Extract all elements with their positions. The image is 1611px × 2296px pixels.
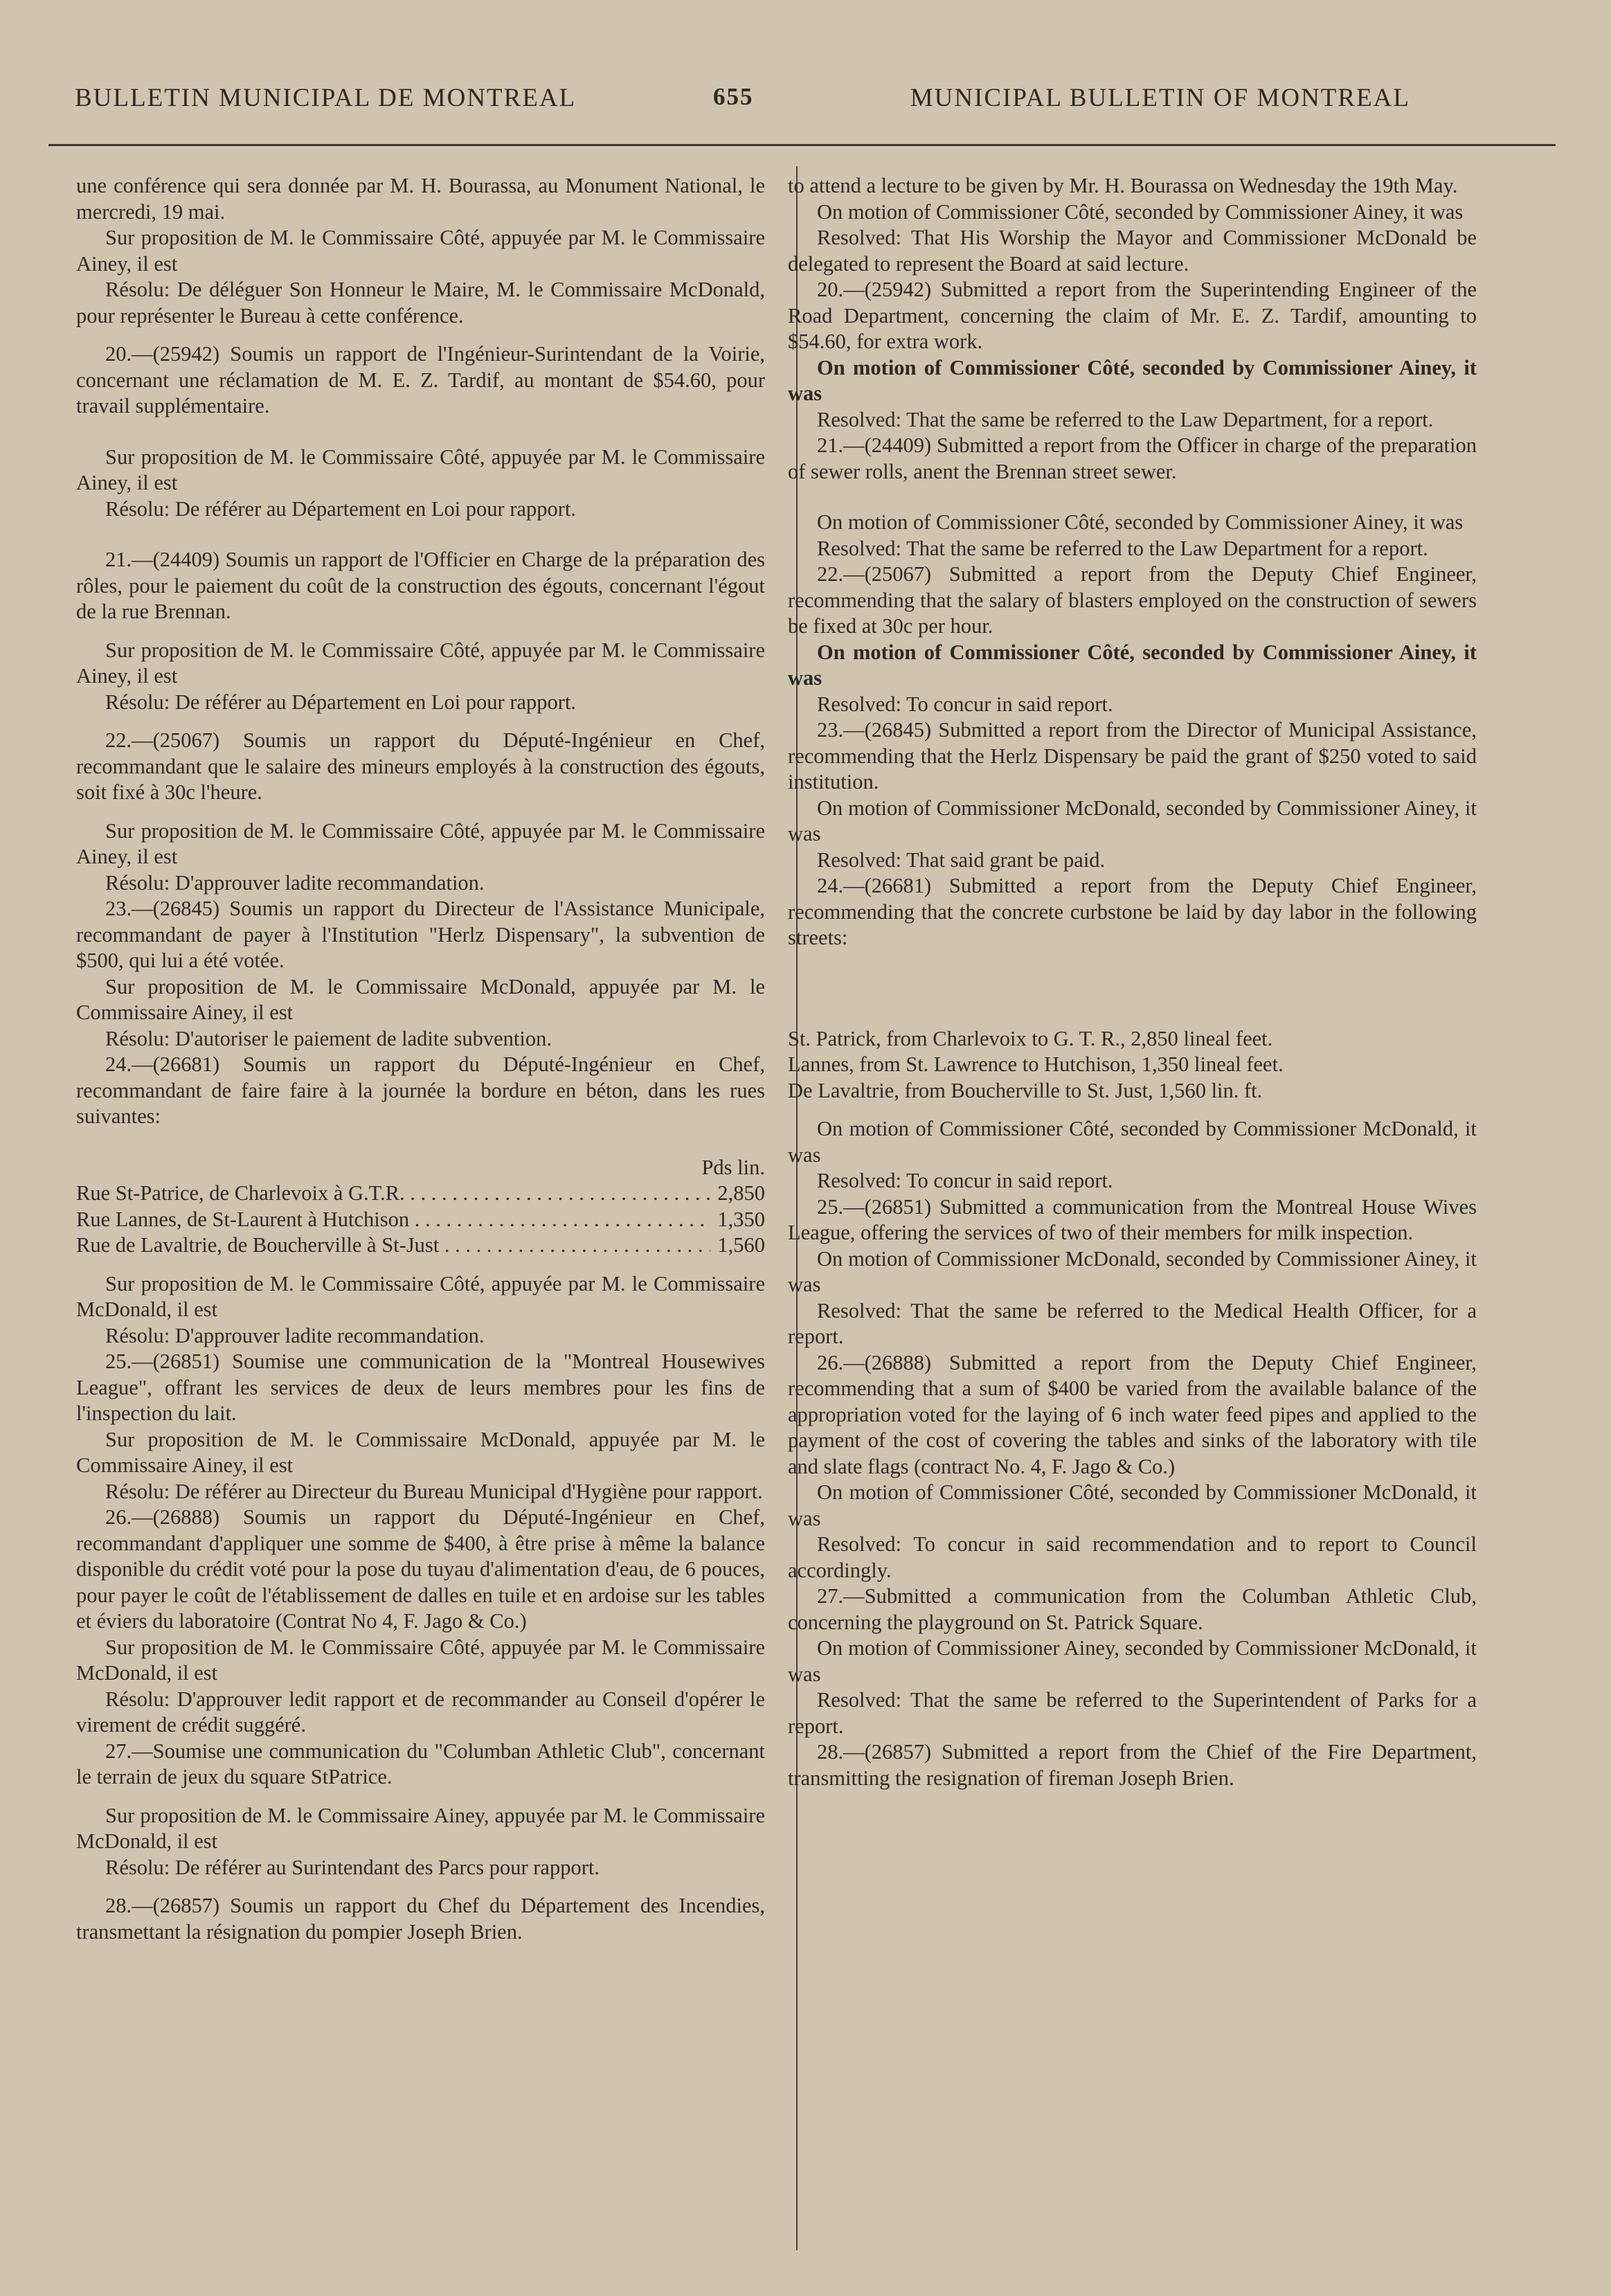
en-resolution: Resolved: That the same be referred to the Superintendent of Parks for a report. xyxy=(788,1688,1477,1738)
fr-resolution: Résolu: D'approuver ladite recommandation. xyxy=(105,1323,485,1347)
street-length: 2,850 xyxy=(717,1181,765,1205)
en-resolution: Resolved: That the same be referred to the Medical Health Officer, for a report. xyxy=(788,1298,1477,1348)
fr-paragraph: une conférence qui sera donnée par M. H. Bourassa, au Monument National, le mercredi, 19 mai. xyxy=(76,174,765,224)
fr-motion: Sur proposition de M. le Commissaire Côté, appuyée par M. le Commissaire McDonald, il est xyxy=(76,1271,765,1321)
en-item-28: 28.—(26857) Submitted a report from the Chief of the Fire Department, transmitting the resignation of fireman Joseph Brien. xyxy=(788,1740,1477,1790)
fr-motion: Sur proposition de M. le Commissaire Côté, appuyée par M. le Commissaire Ainey, il est xyxy=(76,818,765,868)
en-motion: On motion of Commissioner Ainey, seconded by Commissioner McDonald, it was xyxy=(788,1636,1477,1686)
en-motion: On motion of Commissioner McDonald, seconded by Commissioner Ainey, it was xyxy=(788,796,1477,845)
fr-resolution: Résolu: De déléguer Son Honneur le Maire, M. le Commissaire McDonald, pour représenter le Bureau à cette conférence. xyxy=(76,278,765,328)
en-item-25: 25.—(26851) Submitted a communication from the Montreal House Wives League, offering the services of two of their members for milk inspection. xyxy=(788,1194,1477,1244)
en-resolution: Resolved: That the same be referred to the Law Department, for a report. xyxy=(817,407,1434,431)
en-resolution: Resolved: That said grant be paid. xyxy=(817,847,1106,872)
fr-motion: Sur proposition de M. le Commissaire Côté, appuyée par M. le Commissaire McDonald, il est xyxy=(76,1635,765,1685)
en-resolution: Resolved: That the same be referred to the Law Department for a report. xyxy=(817,536,1428,560)
fr-item-25: 25.—(26851) Soumise une communication de la "Montreal Housewives League", offrant les services de deux de leurs membres pour les fins de l'inspection du lait. xyxy=(76,1349,765,1425)
english-column xyxy=(788,173,1477,1791)
fr-motion: Sur proposition de M. le Commissaire McDonald, appuyée par M. le Commissaire Ainey, il est xyxy=(76,1427,765,1477)
en-motion: On motion of Commissioner Côté, seconded by Commissioner McDonald, it was xyxy=(788,1480,1477,1530)
street-length: 1,560 xyxy=(717,1233,765,1257)
fr-resolution: Résolu: De référer au Département en Loi pour rapport. xyxy=(105,690,577,714)
street-row xyxy=(76,1181,765,1207)
en-item-23: 23.—(26845) Submitted a report from the Director of Municipal Assistance, recommending that the Herlz Dispensary be paid the grant of $250 voted to said institution. xyxy=(788,718,1477,793)
fr-item-26: 26.—(26888) Soumis un rapport du Député-Ingénieur en Chef, recommandant d'appliquer une somme de $400, à être prise à même la balance disponible du crédit voté pour la pose du tuyau d'alimentation d'eau, de 6 pouces, pour payer le coût de l'établissement de dalles en tuile et en ardoise sur les tables et éviers du laboratoire (Contrat No 4, F. Jago & Co.) xyxy=(76,1505,765,1633)
fr-motion: Sur proposition de M. le Commissaire Côté, appuyée par M. le Commissaire Ainey, il est xyxy=(76,638,765,688)
en-resolution: Resolved: To concur in said report. xyxy=(817,1169,1113,1192)
fr-resolution: Résolu: De référer au Surintendant des Parcs pour rapport. xyxy=(105,1855,600,1879)
en-motion: On motion of Commissioner Côté, seconded by Commissioner McDonald, it was xyxy=(788,1117,1477,1167)
en-street-line: St. Patrick, from Charlevoix to G. T. R., 2,850 lineal feet. xyxy=(788,1026,1273,1050)
en-motion: On motion of Commissioner Côté, seconded by Commissioner Ainey, it was xyxy=(817,199,1464,224)
fr-resolution: Résolu: D'approuver ladite recommandation. xyxy=(105,870,485,895)
en-item-22: 22.—(25067) Submitted a report from the Deputy Chief Engineer, recommending that the salary of blasters employed on the construction of sewers be fixed at 30c per hour. xyxy=(788,562,1477,638)
street-length: 1,350 xyxy=(717,1207,765,1231)
en-item-26: 26.—(26888) Submitted a report from the Deputy Chief Engineer, recommending that a sum of $400 be varied from the available balance of the appropriation voted for the laying of 6 inch water feed pipes and applied to the payment of the cost of covering the tables and sinks of the laboratory with tile and slate flags (contract No. 4, F. Jago & Co.) xyxy=(788,1350,1477,1478)
en-motion: On motion of Commissioner McDonald, seconded by Commissioner Ainey, it was xyxy=(788,1246,1477,1296)
fr-resolution: Résolu: De référer au Département en Loi pour rapport. xyxy=(105,496,577,521)
en-item-21: 21.—(24409) Submitted a report from the Officer in charge of the preparation of sewer rolls, anent the Brennan street sewer. xyxy=(788,433,1477,483)
fr-item-21: 21.—(24409) Soumis un rapport de l'Officier en Charge de la préparation des rôles, pour le paiement du coût de la construction des égouts, concernant l'égout de la rue Brennan. xyxy=(76,548,765,623)
header-english-title: MUNICIPAL BULLETIN OF MONTREAL xyxy=(910,84,1410,112)
street-name: Rue de Lavaltrie, de Boucherville à St-Just . . . xyxy=(76,1232,710,1259)
en-item-20: 20.—(25942) Submitted a report from the Superintending Engineer of the Road Department, concerning the claim of Mr. E. Z. Tardif, amounting to $54.60, for extra work. xyxy=(788,278,1477,353)
fr-item-20: 20.—(25942) Soumis un rapport de l'Ingénieur-Surintendant de la Voirie, concernant une réclamation de M. E. Z. Tardif, au montant de $54.60, pour travail supplémentaire. xyxy=(76,342,765,418)
fr-motion: Sur proposition de M. le Commissaire Côté, appuyée par M. le Commissaire Ainey, il est xyxy=(76,226,765,276)
en-paragraph: to attend a lecture to be given by Mr. H. Bourassa on Wednesday the 19th May. xyxy=(788,174,1458,197)
en-street-line: De Lavaltrie, from Boucherville to St. Just, 1,560 lin. ft. xyxy=(788,1078,1263,1102)
en-resolution: Resolved: That His Worship the Mayor and Commissioner McDonald be delegated to represent the Board at said lecture. xyxy=(788,226,1477,276)
fr-item-24: 24.—(26681) Soumis un rapport du Député-Ingénieur en Chef, recommandant de faire faire à la journée la bordure en béton, dans les rues suivantes: xyxy=(76,1052,765,1128)
page-number: 655 xyxy=(713,83,754,110)
en-item-27: 27.—Submitted a communication from the Columban Athletic Club, concerning the playground on St. Patrick Square. xyxy=(788,1584,1477,1634)
fr-resolution: Résolu: D'approuver ledit rapport et de recommander au Conseil d'opérer le virement de crédit suggéré. xyxy=(76,1687,765,1737)
fr-motion: Sur proposition de M. le Commissaire McDonald, appuyée par M. le Commissaire Ainey, il est xyxy=(76,974,765,1024)
fr-item-22: 22.—(25067) Soumis un rapport du Député-Ingénieur en Chef, recommandant que le salaire des mineurs employés à la construction des égouts, soit fixé à 30c l'heure. xyxy=(76,728,765,804)
en-street-list xyxy=(788,1026,1477,1104)
en-item-24: 24.—(26681) Submitted a report from the Deputy Chief Engineer, recommending that the concrete curbstone be laid by day labor in the following streets: xyxy=(788,874,1477,949)
fr-resolution: Résolu: D'autoriser le paiement de ladite subvention. xyxy=(105,1026,552,1050)
french-column xyxy=(76,173,765,1945)
street-table-header: Pds lin. xyxy=(701,1155,765,1179)
header-french-title: BULLETIN MUNICIPAL DE MONTREAL xyxy=(75,84,577,112)
en-motion: On motion of Commissioner Côté, seconded by Commissioner Ainey, it was xyxy=(817,510,1464,534)
en-motion: On motion of Commissioner Côté, seconded by Commissioner Ainey, it was xyxy=(788,640,1477,690)
en-resolution: Resolved: To concur in said recommendation and to report to Council accordingly. xyxy=(788,1532,1477,1582)
fr-motion: Sur proposition de M. le Commissaire Côté, appuyée par M. le Commissaire Ainey, il est xyxy=(76,445,765,494)
fr-item-27: 27.—Soumise une communication du "Columban Athletic Club", concernant le terrain de jeux du square StPatrice. xyxy=(76,1739,765,1788)
en-street-line: Lannes, from St. Lawrence to Hutchison, 1,350 lineal feet. xyxy=(788,1052,1284,1076)
fr-item-23: 23.—(26845) Soumis un rapport du Directeur de l'Assistance Municipale, recommandant de payer à l'Institution "Herlz Dispensary", la subvention de $500, qui lui a été votée. xyxy=(76,897,765,972)
street-row xyxy=(76,1232,765,1259)
street-row xyxy=(76,1207,765,1233)
street-name: Rue Lannes, de St-Laurent à Hutchison . . . xyxy=(76,1207,710,1233)
street-name: Rue St-Patrice, de Charlevoix à G.T.R. . . . xyxy=(76,1181,710,1207)
en-motion: On motion of Commissioner Côté, seconded by Commissioner Ainey, it was xyxy=(788,355,1477,405)
fr-item-28: 28.—(26857) Soumis un rapport du Chef du Département des Incendies, transmettant la résignation du pompier Joseph Brien. xyxy=(76,1894,765,1944)
en-resolution: Resolved: To concur in said report. xyxy=(817,692,1113,716)
header-rule xyxy=(48,144,1556,146)
fr-motion: Sur proposition de M. le Commissaire Ainey, appuyée par M. le Commissaire McDonald, il est xyxy=(76,1803,765,1853)
fr-resolution: Résolu: De référer au Directeur du Bureau Municipal d'Hygiène pour rapport. xyxy=(105,1479,763,1503)
